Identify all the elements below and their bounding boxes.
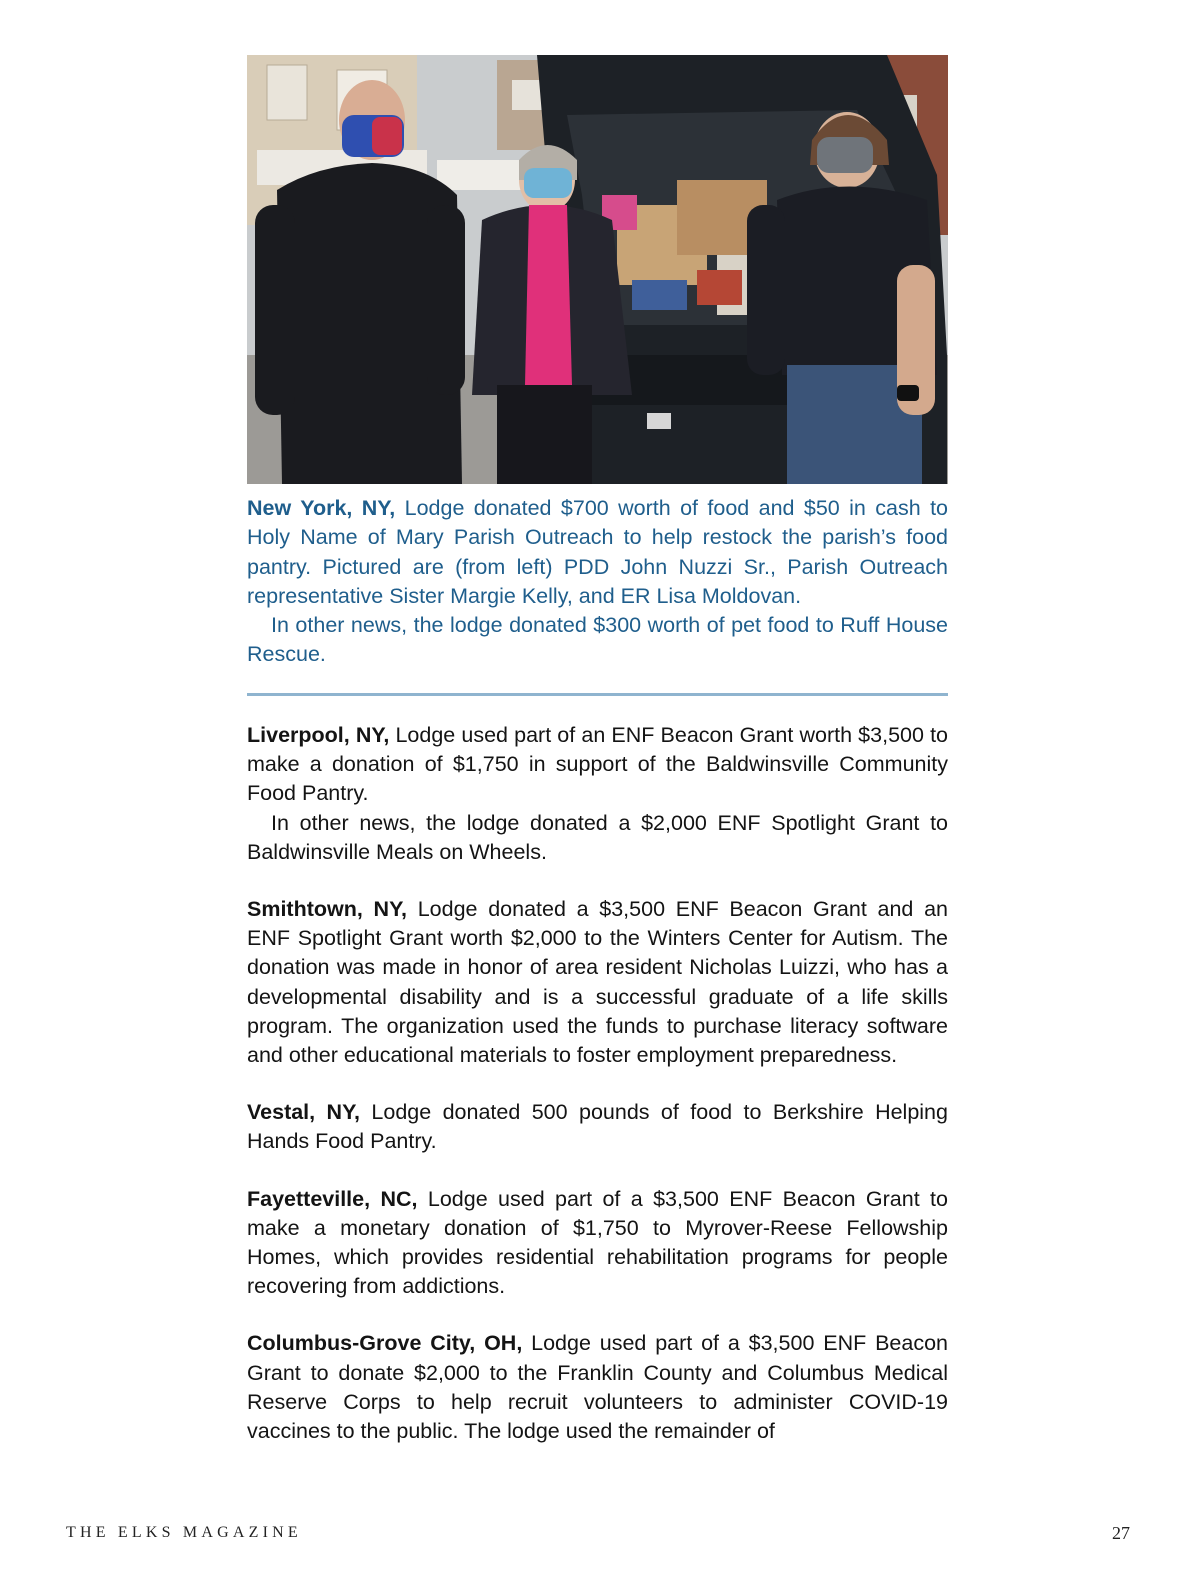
article-lead: Liverpool, NY, xyxy=(247,723,390,747)
page-number: 27 xyxy=(1112,1523,1130,1543)
article-columbus xyxy=(247,1329,948,1446)
caption-lead: New York, NY, xyxy=(247,496,396,520)
article-liverpool xyxy=(247,721,948,867)
article-fayetteville xyxy=(247,1185,948,1302)
caption-text: Lodge donated $700 worth of food and $50 in cash to Holy Name of Mary Parish Outreach to help restock the parish’s food pantry. Pictured are (from left) PDD John Nuzzi Sr., Parish Outreach representative Sister Margie Kelly, and ER Lisa Moldovan. xyxy=(247,496,948,608)
article-text: Lodge donated 500 pounds of food to Berkshire Helping Hands Food Pantry. xyxy=(247,1100,948,1154)
article-lead: Smithtown, NY, xyxy=(247,897,408,922)
article-text: Lodge used part of an ENF Beacon Grant worth $3,500 to make a donation of $1,750 in support of the Baldwinsville Community Food Pantry. xyxy=(247,723,948,806)
caption-second-paragraph: In other news, the lodge donated $300 worth of pet food to Ruff House Rescue. xyxy=(247,613,948,667)
section-divider xyxy=(247,693,948,696)
photo-caption xyxy=(247,494,948,670)
article-lead: Fayetteville, NC, xyxy=(247,1186,418,1211)
article-column xyxy=(247,721,948,1474)
article-second-paragraph: In other news, the lodge donated a $2,000 ENF Spotlight Grant to Baldwinsville Meals on Wheels. xyxy=(247,810,948,864)
article-text: Lodge donated a $3,500 ENF Beacon Grant and an ENF Spotlight Grant worth $2,000 to the Winters Center for Autism. The donation was made in honor of area resident Nicholas Luizzi, who has a developmental disability and is a successful graduate of a life skills program. The organization used the funds to purchase literacy software and other educational materials to foster employment preparedness. xyxy=(247,897,948,1068)
group-photo xyxy=(247,55,948,484)
article-smithtown xyxy=(247,895,948,1070)
article-text: Lodge used part of a $3,500 ENF Beacon Grant to donate $2,000 to the Franklin County and Columbus Medical Reserve Corps to help recruit volunteers to administer COVID-19 vaccines to the public. The lodge used the remainder of xyxy=(247,1331,948,1444)
magazine-name: THE ELKS MAGAZINE xyxy=(66,1524,302,1541)
article-text: Lodge used part of a $3,500 ENF Beacon Grant to make a monetary donation of $1,750 to Myrover-Reese Fellowship Homes, which provides residential rehabilitation programs for people recovering from addictions. xyxy=(247,1186,948,1299)
article-lead: Vestal, NY, xyxy=(247,1100,360,1125)
article-vestal xyxy=(247,1098,948,1156)
group-photo-icon xyxy=(247,55,948,484)
article-lead: Columbus-Grove City, OH, xyxy=(247,1331,523,1356)
